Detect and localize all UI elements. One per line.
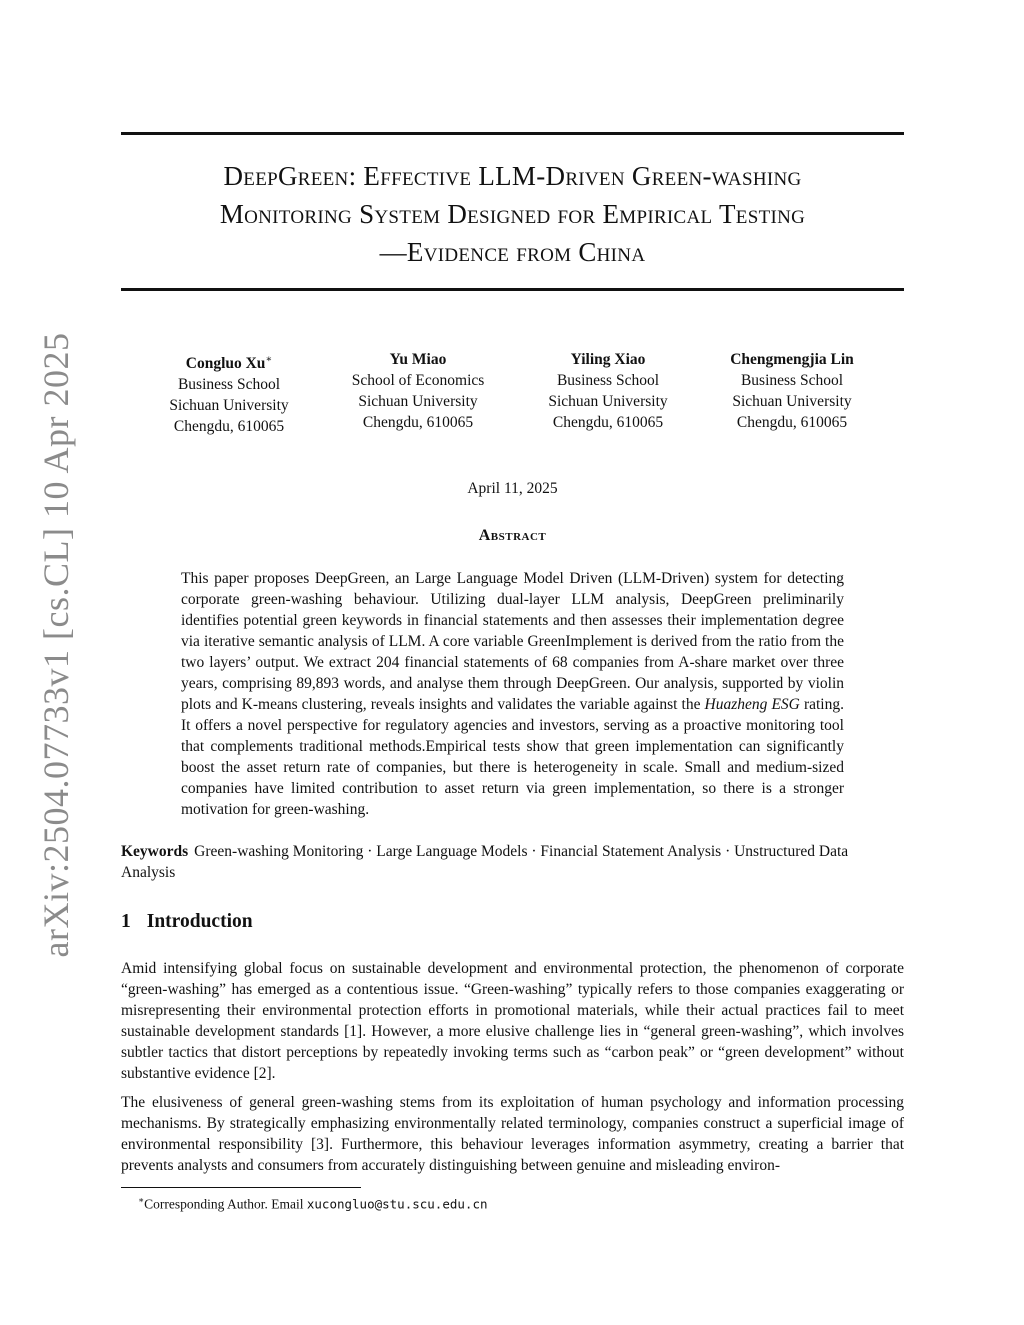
- author-name: Yu Miao: [389, 351, 447, 368]
- author-name: Chengmengjia Lin: [730, 351, 854, 368]
- keywords-list: Green-washing Monitoring · Large Language Models · Financial Statement Analysis · Unstructured Data Analysis: [121, 843, 849, 881]
- author-university: Sichuan University: [358, 393, 478, 410]
- author-city: Chengdu, 610065: [552, 414, 664, 431]
- author-department: School of Economics: [351, 372, 485, 389]
- paper-date: April 11, 2025: [467, 480, 558, 497]
- paper-title-line-1: DeepGreen: Effective LLM-Driven Green-washing: [223, 161, 802, 191]
- title-top-rule: [121, 132, 904, 135]
- abstract-text-part-1: This paper proposes DeepGreen, an Large Language Model Driven (LLM-Driven) system for detecting corporate green-washing behaviour. Utilizing dual-layer LLM analysis, DeepGreen preliminarily identifies potential green keywords in financial statements and then assesses their implementation degree via iterative semantic analysis of LLM. A core variable GreenImplement is derived from the ratio from the two layers’ output. We extract 204 financial statements of 68 companies from A-share market over three years, comprising 89,893 words, and analyse them through DeepGreen. Our analysis, supported by violin plots and K-means clustering, reveals insights and validates the variable against the: [181, 570, 844, 713]
- author-block: [518, 349, 698, 433]
- intro-paragraph-2: The elusiveness of general green-washing stems from its exploitation of human psychology and information processing mechanisms. By strategically emphasizing environmentally related terminology, companies construct a superficial image of environmental responsibility [3]. Furthermore, this behaviour leverages information asymmetry, creating a barrier that prevents analysts and consumers from accurately distinguishing between genuine and misleading environ-: [121, 1094, 904, 1174]
- author-department: Business School: [740, 372, 844, 389]
- author-name: Congluo Xu∗: [185, 354, 273, 373]
- abstract-body: [181, 568, 844, 820]
- author-name: Yiling Xiao: [570, 351, 646, 368]
- arxiv-identifier-stamp: arXiv:2504.07733v1 [cs.CL] 10 Apr 2025: [36, 332, 76, 958]
- author-city: Chengdu, 610065: [173, 418, 285, 436]
- author-block: [702, 349, 882, 433]
- footnote-rule: [121, 1187, 361, 1188]
- author-university: Sichuan University: [732, 393, 852, 410]
- keywords-label: Keywords: [121, 843, 189, 860]
- keywords: [121, 841, 904, 883]
- author-block: [328, 349, 508, 433]
- author-university: Sichuan University: [169, 397, 289, 415]
- corresponding-mark: ∗: [265, 354, 273, 365]
- author-university: Sichuan University: [548, 393, 668, 410]
- paper-title-line-2: Monitoring System Designed for Empirical Testing: [219, 199, 806, 229]
- abstract-italic-term: Huazheng ESG: [704, 696, 800, 713]
- section-number: 1: [121, 911, 131, 932]
- author-department: Business School: [177, 376, 281, 394]
- footnote-email-link[interactable]: xucongluo@stu.scu.edu.cn: [306, 1196, 488, 1212]
- footnote-mark: ∗: [138, 1195, 145, 1205]
- author-block: [139, 349, 319, 437]
- title-bottom-rule: [121, 288, 904, 291]
- author-city: Chengdu, 610065: [736, 414, 848, 431]
- abstract-heading: Abstract: [478, 527, 547, 544]
- author-department: Business School: [556, 372, 660, 389]
- intro-paragraph-1: Amid intensifying global focus on sustainable development and environmental protection, the phenomenon of corporate “green-washing” has emerged as a contentious issue. “Green-washing” typically refers to those companies exaggerating or misrepresenting their environmental protection efforts in promotional materials, while their actual practices fail to meet sustainable development standards [1]. However, a more elusive challenge lies in “general green-washing”, which involves subtler tactics that distort perceptions by repeatedly invoking terms such as “carbon peak” or “green development” without substantive evidence [2].: [121, 960, 904, 1082]
- abstract-text-part-2: rating. It offers a novel perspective for regulatory agencies and investors, serving as a proactive monitoring tool that complements traditional methods.Empirical tests show that green implementation can significantly boost the asset return rate of companies, but there is heterogeneity in scale. Small and medium-sized companies have limited contribution to asset return via green implementation, so there is a stronger motivation for green-washing.: [181, 696, 844, 818]
- author-city: Chengdu, 610065: [362, 414, 474, 431]
- section-title: Introduction: [146, 911, 253, 932]
- paper-title-line-3: —Evidence from China: [379, 237, 646, 267]
- footnote-text: Corresponding Author. Email: [144, 1196, 307, 1212]
- footnote: [138, 1191, 488, 1214]
- section-heading: [121, 911, 904, 933]
